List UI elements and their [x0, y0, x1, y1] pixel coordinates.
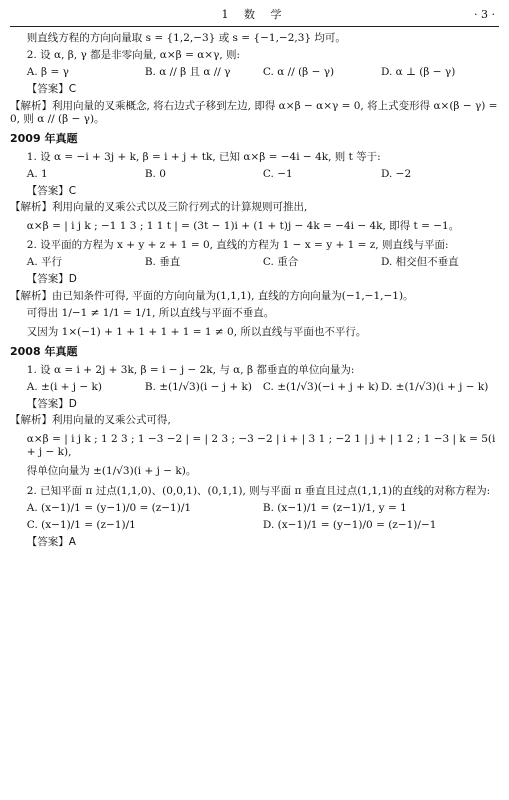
option-d: D. −2	[380, 167, 412, 180]
question: 1. 设 α = −i + 3j + k, β = i + j + tk, 已知 α×β = −4i − 4k, 则 t 等于:	[26, 150, 381, 163]
options	[27, 502, 499, 515]
question: 2. 设 α, β, γ 都是非零向量, α×β = α×γ, 则:	[26, 49, 241, 62]
option-c: C. 重合	[262, 256, 299, 269]
option-d: D. ±(1/√3)(i + j − k)	[380, 380, 489, 393]
analysis: 【解析】利用向量的叉乘公式以及三阶行列式的计算规则可推出,	[10, 200, 308, 213]
option-c: C. −1	[262, 167, 293, 180]
option-a: A. (x−1)/1 = (y−1)/0 = (z−1)/1	[26, 501, 192, 514]
option-b: B. α // β 且 α // γ	[144, 66, 231, 79]
section-heading: 2009 年真题	[10, 131, 78, 145]
options	[27, 256, 499, 269]
options	[27, 381, 499, 394]
option-a: A. 平行	[26, 256, 63, 269]
page-header	[0, 8, 509, 26]
analysis: 【解析】由已知条件可得, 平面的方向向量为(1,1,1), 直线的方向向量为(−1,−1,−1)。	[10, 289, 414, 302]
option-a: A. β = γ	[26, 66, 69, 79]
option-a: A. ±(i + j − k)	[26, 380, 102, 393]
answer: 【答案】D	[26, 273, 77, 286]
question: 1. 设 α = i + 2j + 3k, β = i − j − 2k, 与 α, β 都垂直的单位向量为:	[26, 363, 355, 376]
analysis: 【解析】利用向量的叉乘公式可得,	[10, 414, 171, 426]
formula-line: 得单位向量为 ±(1/√3)(i + j − k)。	[26, 465, 197, 478]
page-content	[10, 32, 499, 552]
options	[27, 519, 499, 532]
determinant-formula: α×β = | i j k ; 1 2 3 ; 1 −3 −2 | = | 2 3 ; −3 −2 | i + | 3 1 ; −2 1 | j + | 1 2 ; 1 −3 | k = 5(i + j − k),	[26, 433, 496, 459]
option-b: B. 0	[144, 167, 166, 180]
options	[27, 66, 499, 79]
option-d: D. (x−1)/1 = (y−1)/0 = (z−1)/−1	[262, 518, 437, 531]
option-d: D. α ⊥ (β − γ)	[380, 66, 456, 79]
header-title: 1 数 学	[221, 8, 288, 21]
option-b: B. (x−1)/1 = (z−1)/1, y = 1	[262, 501, 407, 514]
option-b: B. 垂直	[144, 256, 181, 269]
section-heading: 2008 年真题	[10, 344, 78, 358]
option-c: C. ±(1/√3)(−i + j + k)	[262, 380, 379, 393]
options	[27, 168, 499, 181]
formula-line: 可得出 1/−1 ≠ 1/1 = 1/1, 所以直线与平面不垂直。	[26, 306, 275, 319]
option-c: C. α // (β − γ)	[262, 66, 335, 79]
page-number: · 3 ·	[474, 8, 495, 21]
option-b: B. ±(1/√3)(i − j + k)	[144, 380, 252, 393]
text-line: 则直线方程的方向向量取 s = {1,2,−3} 或 s = {−1,−2,3} 均可。	[26, 32, 346, 44]
answer: 【答案】C	[26, 83, 77, 96]
answer: 【答案】C	[26, 184, 77, 197]
option-c: C. (x−1)/1 = (z−1)/1	[26, 518, 136, 531]
question: 2. 设平面的方程为 x + y + z + 1 = 0, 直线的方程为 1 − x = y + 1 = z, 则直线与平面:	[26, 239, 449, 252]
question: 2. 已知平面 π 过点(1,1,0)、(0,0,1)、(0,1,1), 则与平面 π 垂直且过点(1,1,1)的直线的对称方程为:	[26, 484, 491, 497]
formula-line: 又因为 1×(−1) + 1 + 1 + 1 + 1 = 1 ≠ 0, 所以直线与平面也不平行。	[26, 325, 367, 338]
header-rule	[10, 26, 499, 27]
option-a: A. 1	[26, 167, 48, 180]
determinant-formula: α×β = | i j k ; −1 1 3 ; 1 1 t | = (3t − 1)i + (1 + t)j − 4k = −4i − 4k, 即得 t = −1。	[26, 220, 460, 232]
answer: 【答案】D	[26, 397, 77, 410]
answer: 【答案】A	[26, 535, 76, 548]
option-d: D. 相交但不垂直	[380, 256, 459, 269]
analysis: 【解析】利用向量的叉乘概念, 将右边式子移到左边, 即得 α×β − α×γ = 0, 将上式变形得 α×(β − γ) = 0, 则 α // (β − γ)。	[10, 99, 498, 125]
